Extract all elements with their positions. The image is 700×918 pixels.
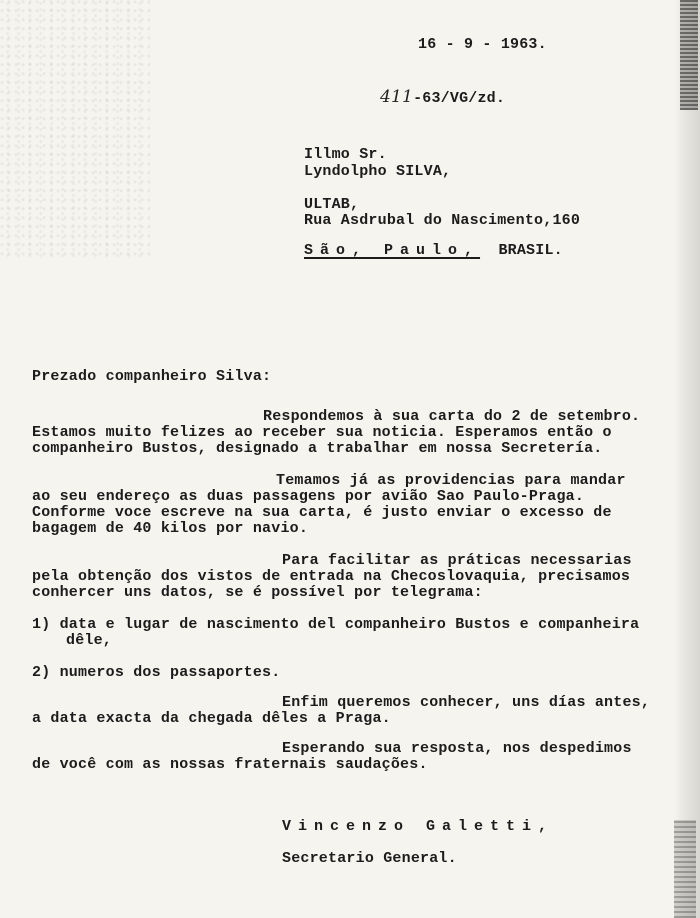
p2-line-4: bagagem de 40 kilos por navio. bbox=[32, 520, 309, 537]
scan-edge-mark-bottom bbox=[674, 820, 696, 918]
scan-edge-mark bbox=[680, 0, 698, 110]
signature-title: Secretario General. bbox=[282, 850, 457, 867]
p2-line-2: ao seu endereço as duas passagens por avião Sao Paulo-Praga. bbox=[32, 488, 585, 505]
item2: 2) numeros dos passaportes. bbox=[32, 664, 281, 681]
p2-line-1: Temamos já as providencias para mandar bbox=[276, 472, 626, 489]
p4-line-1: Enfim queremos conhecer, uns días antes, bbox=[282, 694, 651, 711]
p2-line-3: Conforme voce escreve na sua carta, é justo enviar o excesso de bbox=[32, 504, 612, 521]
item1-line-2: dêle, bbox=[66, 632, 113, 649]
reference-number bbox=[380, 88, 505, 108]
recipient-org: ULTAB, bbox=[304, 196, 360, 213]
p5-line-1: Esperando sua resposta, nos despedimos bbox=[282, 740, 632, 757]
recipient-city: São, Paulo, bbox=[304, 242, 481, 259]
p3-line-3: conhercer uns datos, se é possível por telegrama: bbox=[32, 584, 483, 601]
p1-line-3: companheiro Bustos, designado a trabalhar em nossa Secretería. bbox=[32, 440, 603, 457]
signature-name bbox=[282, 818, 554, 836]
signature-name-text: Vincenzo Galetti, bbox=[282, 818, 555, 835]
recipient-city-line bbox=[304, 242, 563, 260]
reference-handwritten: 411 bbox=[380, 87, 414, 107]
recipient-street: Rua Asdrubal do Nascimento,160 bbox=[304, 212, 581, 229]
p3-line-1: Para facilitar as práticas necessarias bbox=[282, 552, 632, 569]
recipient-salutation: Illmo Sr. bbox=[304, 146, 387, 163]
greeting: Prezado companheiro Silva: bbox=[32, 368, 272, 385]
scan-shadow bbox=[674, 0, 700, 918]
recipient-country: BRASIL. bbox=[498, 242, 563, 259]
p4-line-2: a data exacta da chegada dêles a Praga. bbox=[32, 710, 391, 727]
p3-line-2: pela obtenção dos vistos de entrada na Checoslovaquia, precisamos bbox=[32, 568, 631, 585]
letter-date: 16 - 9 - 1963. bbox=[418, 36, 547, 53]
item1-line-1: 1) data e lugar de nascimento del companheiro Bustos e companheira bbox=[32, 616, 640, 633]
p1-line-2: Estamos muito felizes ao receber sua noticia. Esperamos então o bbox=[32, 424, 612, 441]
p5-line-2: de você com as nossas fraternais saudações. bbox=[32, 756, 428, 773]
reference-typed: -63/VG/zd. bbox=[413, 90, 506, 107]
recipient-name: Lyndolpho SILVA, bbox=[304, 163, 452, 180]
scan-noise bbox=[0, 0, 150, 260]
p1-line-1: Respondemos à sua carta do 2 de setembro. bbox=[263, 408, 641, 425]
